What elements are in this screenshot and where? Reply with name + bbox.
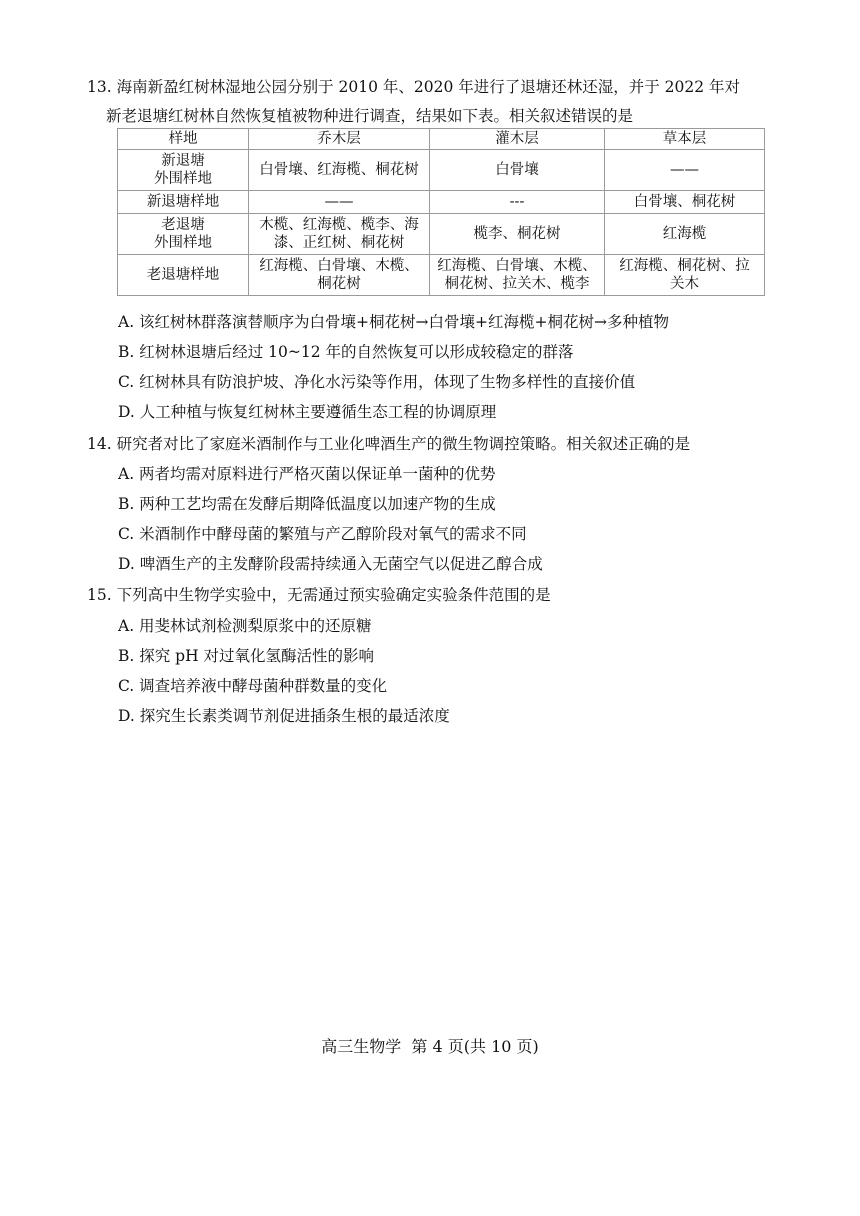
cell-herb: —— <box>605 150 765 191</box>
cell-tree: —— <box>249 191 430 214</box>
cell-shrub: --- <box>430 191 605 214</box>
cell-site: 老退塘样地 <box>118 255 249 296</box>
cell-herb: 红海榄 <box>605 214 765 255</box>
question-15-stem: 15. 下列高中生物学实验中，无需通过预实验确定实验条件范围的是 <box>87 586 551 604</box>
cell-herb: 白骨壤、桐花树 <box>605 191 765 214</box>
table-row <box>118 150 765 191</box>
question-14-option-b: B. 两种工艺均需在发酵后期降低温度以加速产物的生成 <box>118 495 496 513</box>
question-15-option-b: B. 探究 pH 对过氧化氢酶活性的影响 <box>118 647 375 665</box>
cell-tree: 木榄、红海榄、榄李、海 漆、正红树、桐花树 <box>249 214 430 255</box>
cell-tree: 红海榄、白骨壤、木榄、 桐花树 <box>249 255 430 296</box>
cell-site: 新退塘 外围样地 <box>118 150 249 191</box>
question-13-option-b: B. 红树林退塘后经过 10~12 年的自然恢复可以形成较稳定的群落 <box>118 343 574 361</box>
question-13-option-c: C. 红树林具有防浪护坡、净化水污染等作用，体现了生物多样性的直接价值 <box>118 373 636 391</box>
question-14-option-c: C. 米酒制作中酵母菌的繁殖与产乙醇阶段对氧气的需求不同 <box>118 525 527 543</box>
cell-shrub: 红海榄、白骨壤、木榄、 桐花树、拉关木、榄李 <box>430 255 605 296</box>
question-13-stem-line2: 新老退塘红树林自然恢复植被物种进行调查，结果如下表。相关叙述错误的是 <box>106 107 634 125</box>
question-13-stem-line1: 13. 海南新盈红树林湿地公园分别于 2010 年、2020 年进行了退塘还林还湿，并于 2022 年对 <box>87 78 741 96</box>
question-13-option-a: A. 该红树林群落演替顺序为白骨壤+桐花树→白骨壤+红海榄+桐花树→多种植物 <box>118 313 669 331</box>
cell-site: 老退塘 外围样地 <box>118 214 249 255</box>
cell-herb: 红海榄、桐花树、拉 关木 <box>605 255 765 296</box>
question-13-option-d: D. 人工种植与恢复红树林主要遵循生态工程的协调原理 <box>118 403 497 421</box>
vegetation-survey-table <box>117 128 765 296</box>
page-footer: 高三生物学 第 4 页(共 10 页) <box>321 1037 539 1056</box>
header-site: 样地 <box>118 129 249 150</box>
header-herb-layer: 草本层 <box>605 129 765 150</box>
cell-shrub: 榄李、桐花树 <box>430 214 605 255</box>
question-15-option-a: A. 用斐林试剂检测梨原浆中的还原糖 <box>118 617 372 635</box>
table-row <box>118 214 765 255</box>
header-shrub-layer: 灌木层 <box>430 129 605 150</box>
table-header-row <box>118 129 765 150</box>
table-row <box>118 255 765 296</box>
question-14-option-a: A. 两者均需对原料进行严格灭菌以保证单一菌种的优势 <box>118 465 496 483</box>
question-14-option-d: D. 啤酒生产的主发酵阶段需持续通入无菌空气以促进乙醇合成 <box>118 555 543 573</box>
cell-site: 新退塘样地 <box>118 191 249 214</box>
cell-tree: 白骨壤、红海榄、桐花树 <box>249 150 430 191</box>
question-15-option-c: C. 调查培养液中酵母菌种群数量的变化 <box>118 677 388 695</box>
question-15-option-d: D. 探究生长素类调节剂促进插条生根的最适浓度 <box>118 707 450 725</box>
header-tree-layer: 乔木层 <box>249 129 430 150</box>
question-14-stem: 14. 研究者对比了家庭米酒制作与工业化啤酒生产的微生物调控策略。相关叙述正确的是 <box>87 435 691 453</box>
table-row <box>118 191 765 214</box>
cell-shrub: 白骨壤 <box>430 150 605 191</box>
